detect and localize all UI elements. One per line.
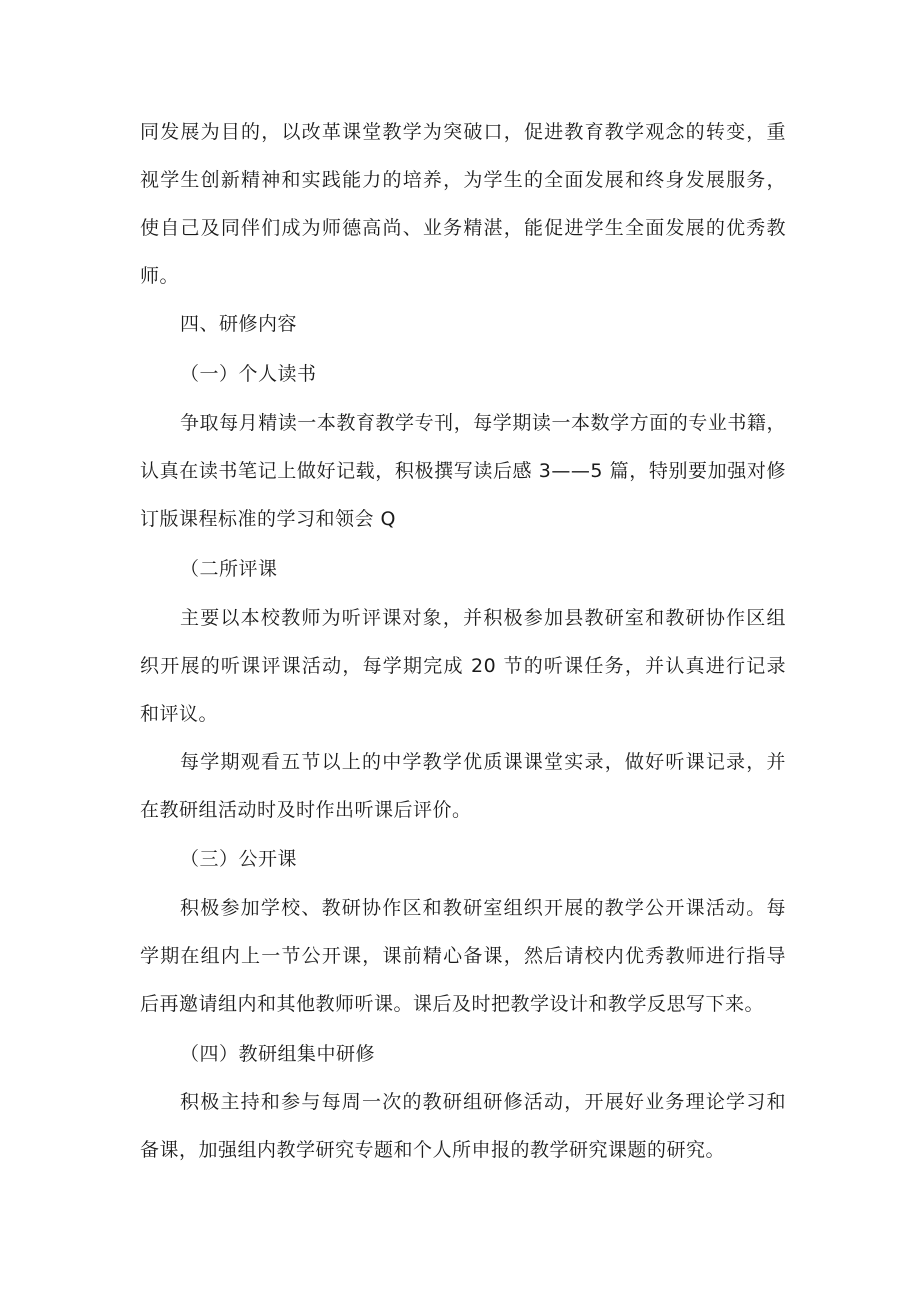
sub2-p2-line-2: 在教研组活动时及时作出听课后评价。 bbox=[140, 799, 472, 821]
sub3-line-3: 后再邀请组内和其他教师听课。课后及时把教学设计和教学反思写下来。 bbox=[140, 993, 765, 1015]
intro-line-3: 使自己及同伴们成为师德高尚、业务精湛，能促进学生全面发展的优秀教 bbox=[140, 217, 786, 239]
sub4-paragraph bbox=[140, 1078, 786, 1174]
intro-line-2: 视学生创新精神和实践能力的培养，为学生的全面发展和终身发展服务， bbox=[140, 169, 786, 191]
intro-line-4: 师。 bbox=[140, 265, 180, 287]
sub4-line-1: 积极主持和参与每周一次的教研组研修活动，开展好业务理论学习和 bbox=[180, 1091, 786, 1113]
sub4-title: （四）教研组集中研修 bbox=[180, 1043, 376, 1065]
sub2-paragraph-2 bbox=[140, 738, 786, 834]
sub3-line-2: 学期在组内上一节公开课，课前精心备课，然后请校内优秀教师进行指导 bbox=[140, 945, 786, 967]
sub2-title: （二所评课 bbox=[180, 558, 278, 580]
section-four-title: 四、研修内容 bbox=[180, 313, 298, 335]
sub2-p1-line-2: 织开展的听课评课活动，每学期完成 20 节的听课任务，并认真进行记录 bbox=[140, 655, 786, 677]
sub1-line-2: 认真在读书笔记上做好记载，积极撰写读后感 3——5 篇，特别要加强对修 bbox=[140, 460, 786, 482]
intro-line-1: 同发展为目的，以改革课堂教学为突破口，促进教育教学观念的转变，重 bbox=[140, 121, 786, 143]
sub3-paragraph bbox=[140, 884, 786, 1028]
sub2-paragraph-1 bbox=[140, 594, 786, 738]
sub2-p1-line-3: 和评议。 bbox=[140, 703, 219, 725]
intro-paragraph bbox=[140, 108, 786, 300]
sub3-line-1: 积极参加学校、教研协作区和教研室组织开展的教学公开课活动。每 bbox=[180, 897, 786, 919]
sub1-paragraph bbox=[140, 399, 786, 543]
sub4-line-2: 备课，加强组内教学研究专题和个人所申报的教学研究课题的研究。 bbox=[140, 1139, 726, 1161]
sub2-p1-line-1: 主要以本校教师为听评课对象，并积极参加县教研室和教研协作区组 bbox=[180, 607, 786, 629]
sub1-line-1: 争取每月精读一本教育教学专刊，每学期读一本数学方面的专业书籍， bbox=[180, 412, 786, 434]
sub3-title: （三）公开课 bbox=[180, 848, 298, 870]
sub1-title: （一）个人读书 bbox=[180, 363, 317, 385]
sub2-p2-line-1: 每学期观看五节以上的中学教学优质课课堂实录，做好听课记录，并 bbox=[180, 751, 786, 773]
sub1-line-3: 订版课程标准的学习和领会 Q bbox=[140, 508, 396, 530]
